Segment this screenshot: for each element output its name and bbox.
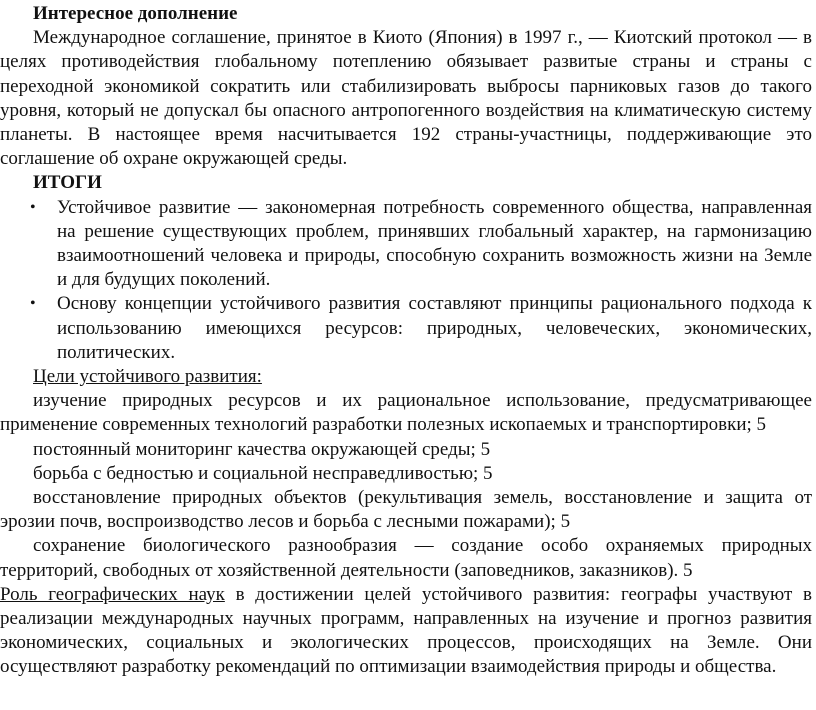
goal-item: изучение природных ресурсов и их рациональное использование, предусматривающее применение современных технологий разработки полезных ископаемых и транспортировки; 5 <box>0 390 812 436</box>
role-text: в достижении целей устойчивого развития: географы участвуют в реализации международных научных программ, направленных на изучение и прогноз развития экономических, социальных и экологических процессов, происходящих на Земле. Они осуществляют разработку рекомендаций по оптимизации взаимодействия природы и общества. <box>0 583 812 678</box>
summary-heading: ИТОГИ <box>33 172 102 194</box>
interesting-paragraph: Международное соглашение, принятое в Киото (Япония) в 1997 г., — Киотский протокол — в целях противодействия глобальному потеплению обязывает развитые страны и страны с переходной экономикой сократить или стабилизировать выбросы парниковых газов до такого уровня, который не допускал бы опасного антропогенного воздействия на климатическую систему планеты. В настоящее время насчитывается 192 страны-участницы, поддерживающие это соглашение об охране окружающей среды. <box>0 27 812 170</box>
summary-list <box>0 196 812 365</box>
bullet-icon: • <box>30 198 36 216</box>
goal-item: сохранение биологического разнообразия — создание особо охраняемых природных территорий, свободных от хозяйственной деятельности (заповедников, заказников). 5 <box>0 535 812 581</box>
summary-bullet-item <box>30 196 812 293</box>
role-paragraph <box>0 583 812 680</box>
bullet-icon: • <box>30 295 36 313</box>
goals-heading: Цели устойчивого развития: <box>33 366 262 388</box>
goal-item: постоянный мониторинг качества окружающей среды; 5 <box>33 438 491 460</box>
role-heading-link: Роль географических наук <box>0 583 225 605</box>
summary-bullet-text: Основу концепции устойчивого развития составляют принципы рационального подхода к использованию имеющихся ресурсов: природных, человеческих, экономических, политических. <box>57 293 812 363</box>
interesting-title: Интересное дополнение <box>33 3 238 24</box>
goal-item: восстановление природных объектов (рекультивация земель, восстановление и защита от эрозии почв, воспроизводство лесов и борьба с лесными пожарами); 5 <box>0 487 812 533</box>
summary-bullet-text: Устойчивое развитие — закономерная потребность современного общества, направленная на решение существующих проблем, принявших глобальный характер, на гармонизацию взаимоотношений человека и природы, способную сохранить возможность жизни на Земле и для будущих поколений. <box>57 196 812 291</box>
summary-bullet-item <box>30 292 812 365</box>
goal-item: борьба с бедностью и социальной несправедливостью; 5 <box>33 462 493 484</box>
